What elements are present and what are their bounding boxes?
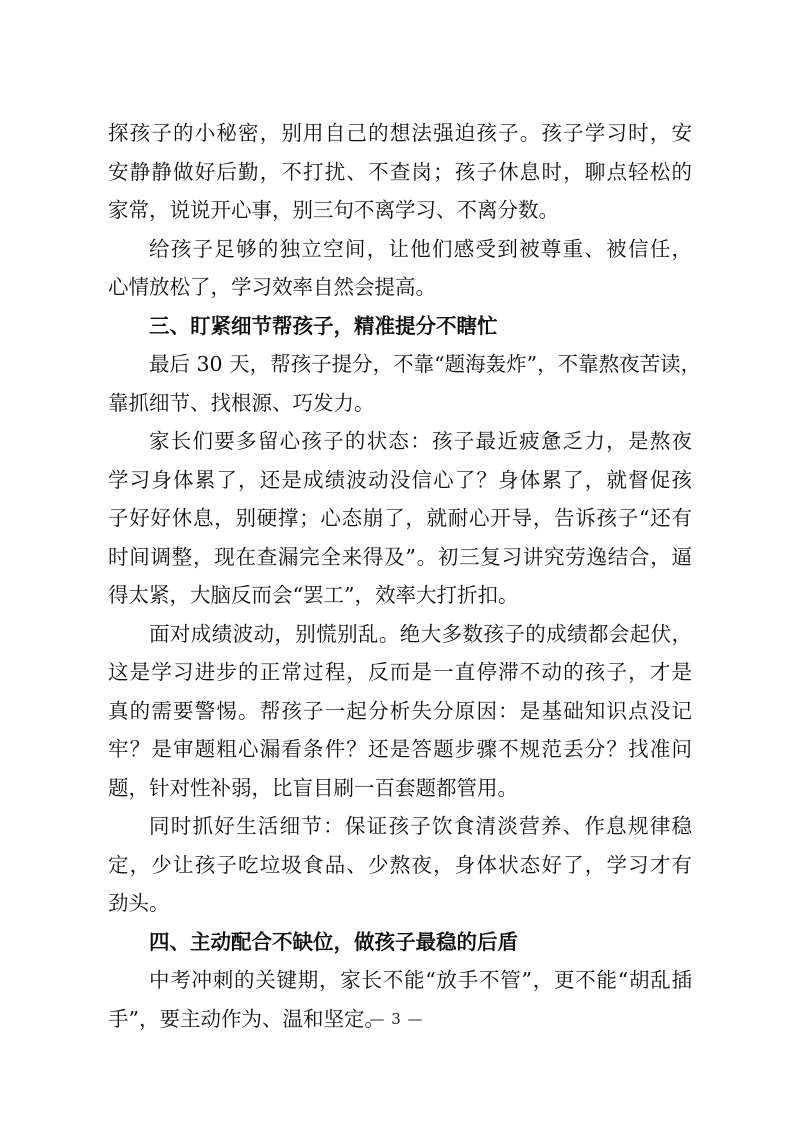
text-line: 定，少让孩子吃垃圾食品、少熬夜，身体状态好了，学习才有 bbox=[108, 852, 692, 877]
text-line: 同时抓好生活细节：保证孩子饮食清淡营养、作息规律稳 bbox=[149, 814, 692, 838]
text-line: 学习身体累了，还是成绩波动没信心了？身体累了，就督促孩 bbox=[108, 467, 692, 492]
paragraph-4 bbox=[108, 422, 692, 615]
text-line: 心情放松了，学习效率自然会提高。 bbox=[108, 275, 436, 299]
text-line: 家常，说说开心事，别三句不离学习、不离分数。 bbox=[108, 198, 559, 222]
section-heading-3: 三、盯紧细节帮孩子，精准提分不瞎忙 bbox=[149, 313, 498, 338]
text-line: 子好好休息，别硬撑；心态崩了，就耐心开导，告诉孩子“还有 bbox=[108, 506, 692, 530]
paragraph-6 bbox=[108, 807, 692, 923]
paragraph-2 bbox=[108, 230, 692, 307]
text-line: 面对成绩波动，别慌别乱。绝大多数孩子的成绩都会起伏， bbox=[149, 621, 692, 646]
text-line: 时间调整，现在查漏完全来得及”。初三复习讲究劳逸结合，逼 bbox=[108, 544, 692, 569]
text-line: 家长们要多留心孩子的状态：孩子最近疲惫乏力，是熬夜 bbox=[149, 429, 692, 453]
paragraph-1 bbox=[108, 114, 692, 230]
section-heading-4: 四、主动配合不缺位，做孩子最稳的后盾 bbox=[149, 929, 518, 954]
text-line: 靠抓细节、找根源、巧发力。 bbox=[108, 390, 375, 415]
text-line: 牢？是审题粗心漏看条件？还是答题步骤不规范丢分？找准问 bbox=[108, 737, 692, 761]
document-body bbox=[108, 114, 702, 1038]
text-line: 最后 30 天，帮孩子提分，不靠“题海轰炸”，不靠熬夜苦读， bbox=[149, 352, 702, 376]
page-number: — 3 — bbox=[369, 1010, 424, 1028]
paragraph-3 bbox=[108, 345, 702, 422]
text-line: 给孩子足够的独立空间，让他们感受到被尊重、被信任， bbox=[149, 236, 692, 261]
text-line: 真的需要警惕。帮孩子一起分析失分原因：是基础知识点没记 bbox=[108, 698, 692, 723]
text-line: 手”，要主动作为、温和坚定。 bbox=[108, 1006, 385, 1031]
text-line: 安静静做好后勤，不打扰、不查岗；孩子休息时，聊点轻松的 bbox=[108, 159, 692, 184]
text-line: 这是学习进步的正常过程，反而是一直停滞不动的孩子，才是 bbox=[108, 660, 692, 684]
text-line: 探孩子的小秘密，别用自己的想法强迫孩子。孩子学习时，安 bbox=[108, 121, 692, 145]
text-line: 题，针对性补弱，比盲目刷一百套题都管用。 bbox=[108, 775, 518, 800]
text-line: 劲头。 bbox=[108, 891, 170, 915]
text-line: 得太紧，大脑反而会“罢工”，效率大打折扣。 bbox=[108, 583, 519, 607]
text-line: 中考冲刺的关键期，家长不能“放手不管”，更不能“胡乱插 bbox=[149, 968, 692, 992]
paragraph-5 bbox=[108, 615, 692, 808]
